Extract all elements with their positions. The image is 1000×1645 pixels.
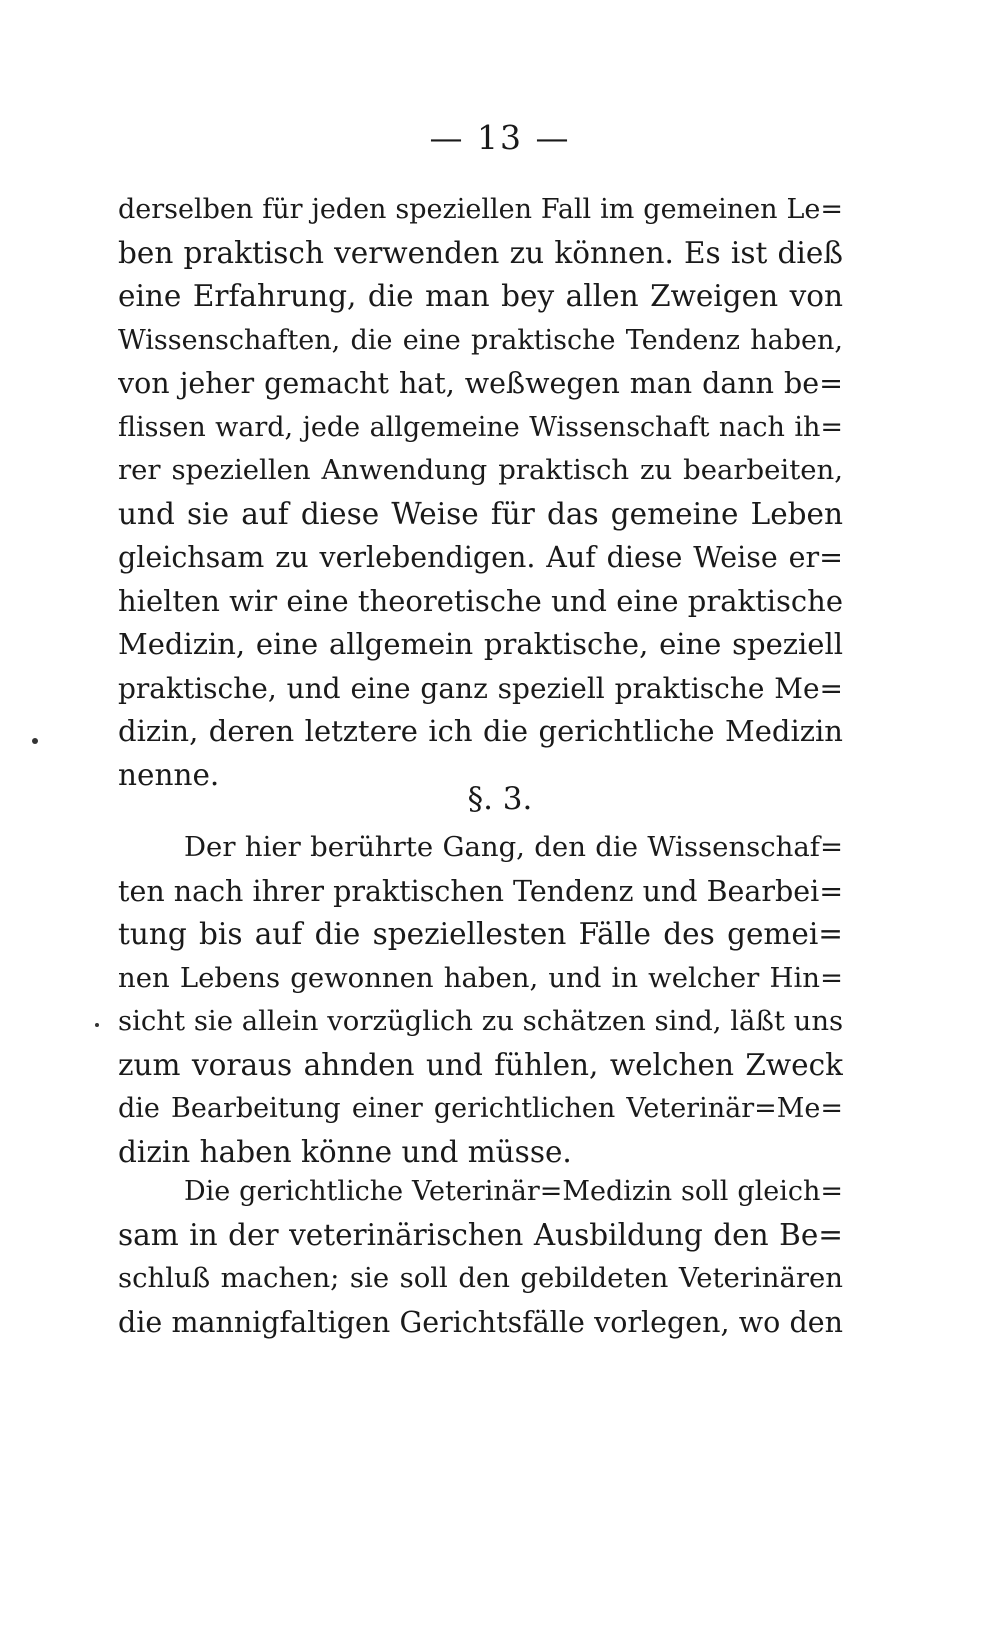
- text-line: eine Erfahrung, die man bey allen Zweigen von: [118, 279, 843, 313]
- print-speck: [95, 1023, 99, 1027]
- text-line: Der hier berührte Gang, den die Wissenschaf=: [184, 831, 843, 863]
- text-line: praktische, und eine ganz speziell praktische Me=: [118, 671, 843, 705]
- text-line: nenne.: [118, 757, 220, 792]
- text-line: sam in der veterinärischen Ausbildung den Be=: [118, 1217, 843, 1252]
- text-line: ten nach ihrer praktischen Tendenz und Bearbei=: [118, 874, 843, 908]
- page-number: — 13 —: [429, 118, 571, 157]
- paragraph-continuation: [118, 188, 843, 797]
- text-line: dizin haben könne und müsse.: [118, 1134, 572, 1169]
- text-line: flissen ward, jede allgemeine Wissenschaft nach ih=: [118, 411, 843, 443]
- text-line: die mannigfaltigen Gerichtsfälle vorlegen, wo den: [118, 1305, 843, 1339]
- text-line: nen Lebens gewonnen haben, und in welcher Hin=: [118, 961, 843, 994]
- text-line: dizin, deren letztere ich die gerichtliche Medizin: [118, 714, 843, 748]
- text-line: gleichsam zu verlebendigen. Auf diese Weise er=: [118, 541, 843, 574]
- text-line: Wissenschaften, die eine praktische Tendenz haben,: [118, 324, 843, 356]
- text-line: hielten wir eine theoretische und eine praktische: [118, 583, 843, 618]
- paragraph-section-3: [118, 826, 843, 1174]
- text-line: tung bis auf die speziellesten Fälle des gemei=: [118, 917, 843, 951]
- paragraph-veterinary-medicine: [118, 1170, 843, 1344]
- text-line: und sie auf diese Weise für das gemeine Leben: [118, 496, 843, 531]
- text-line: Die gerichtliche Veterinär=Medizin soll gleich=: [184, 1176, 843, 1207]
- text-line: Medizin, eine allgemein praktische, eine speziell: [118, 627, 843, 661]
- text-line: rer speziellen Anwendung praktisch zu bearbeiten,: [118, 454, 843, 486]
- text-line: von jeher gemacht hat, weßwegen man dann be=: [118, 367, 843, 400]
- text-line: die Bearbeitung einer gerichtlichen Veterinär=Me=: [118, 1093, 843, 1124]
- text-line: ben praktisch verwenden zu können. Es ist dieß: [118, 235, 843, 270]
- print-speck: [32, 738, 38, 744]
- text-line: derselben für jeden speziellen Fall im gemeinen Le=: [118, 194, 843, 225]
- text-line: schluß machen; sie soll den gebildeten Veterinären: [118, 1262, 843, 1294]
- text-line: sicht sie allein vorzüglich zu schätzen sind, läßt uns: [118, 1005, 843, 1037]
- section-heading: §. 3.: [467, 781, 533, 817]
- text-line: zum voraus ahnden und fühlen, welchen Zweck: [118, 1047, 843, 1082]
